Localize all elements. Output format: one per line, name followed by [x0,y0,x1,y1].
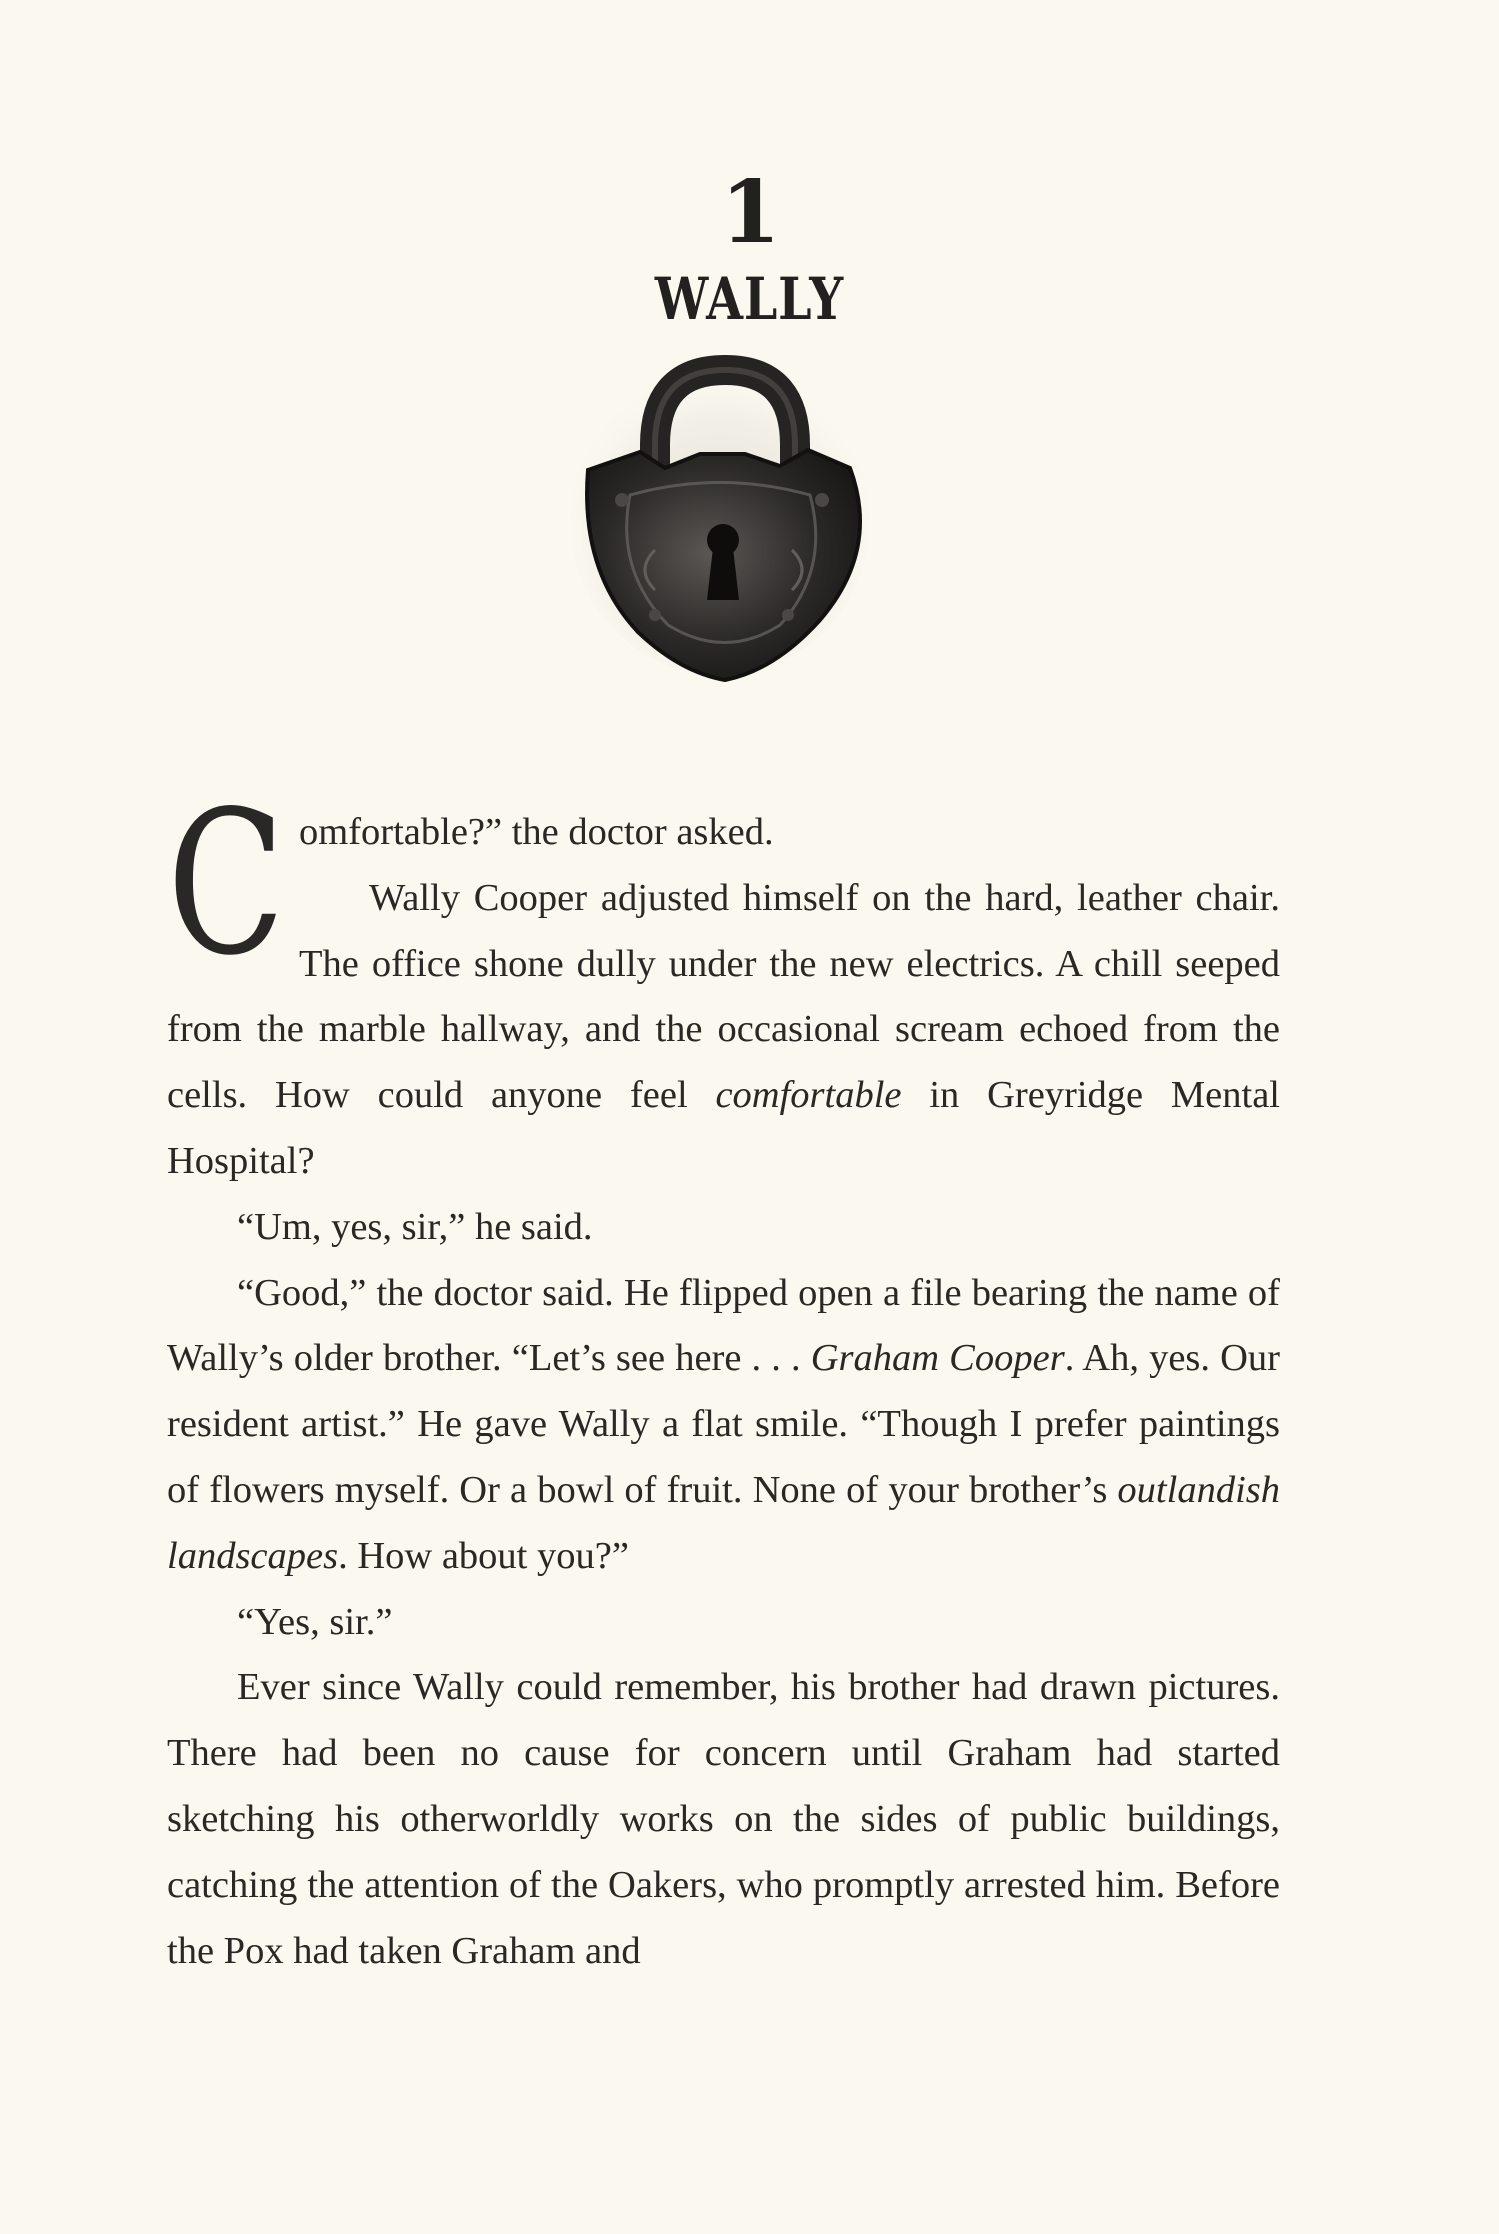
drop-cap: C [167,768,286,999]
chapter-title: WALLY [654,265,845,333]
paragraph-5: “Yes, sir.” [237,1600,393,1643]
paragraph-2: Wally Cooper adjusted himself on the hard, leather chair. The office shone dully under the new electrics. A chill seeped from the marble hallway, and the occasional scream echoed from the cells. How could anyone feel comfortable in Greyridge Mental Hospital? [167,876,1280,1182]
paragraph-6: Ever since Wally could remember, his brother had drawn pictures. There had been no cause for concern until Graham had started sketching his otherworldly works on the sides of public buildings, catching the attention of the Oakers, who promptly arrested him. Before the Pox had taken Graham and [167,1666,1280,1972]
paragraph-1: omfortable?” the doctor asked. [299,811,774,853]
padlock-icon [560,350,880,690]
paragraph-4: “Good,” the doctor said. He flipped open a file bearing the name of Wally’s older brother. “Let’s see here . . . Graham Cooper. Ah, yes. Our resident artist.” He gave Wally a flat smile. “Though I prefer paintings of flowers myself. Or a bowl of fruit. None of your brother’s outlandish landscapes. How about you?” [167,1271,1280,1577]
paragraph-3: “Um, yes, sir,” he said. [237,1205,593,1248]
chapter-text [167,768,1280,1984]
chapter-number: 1 [720,162,779,263]
